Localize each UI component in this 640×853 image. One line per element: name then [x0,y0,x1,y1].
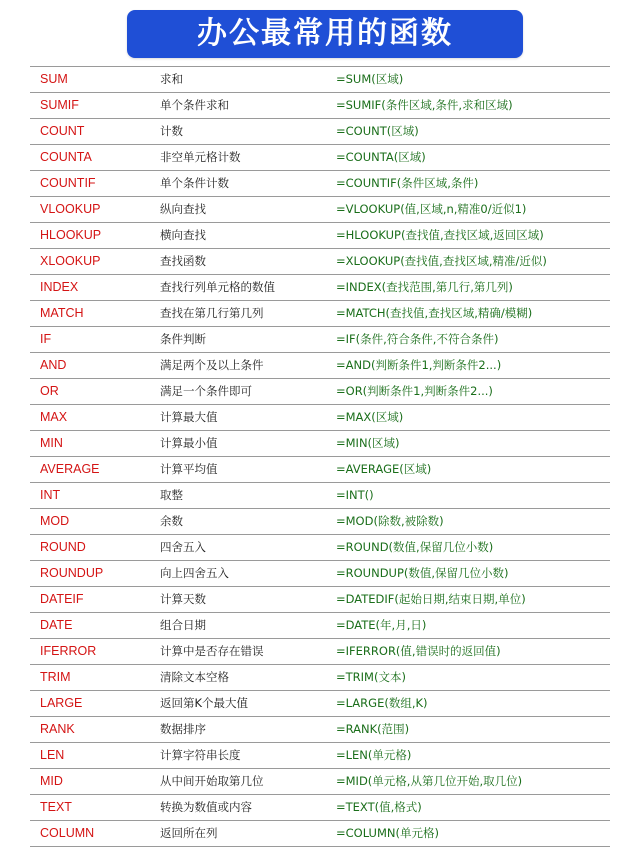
function-name: SUMIF [40,98,79,112]
function-name: IF [40,332,52,346]
function-syntax: =XLOOKUP(查找值,查找区域,精准/近似) [336,254,547,268]
function-syntax: =IF(条件,符合条件,不符合条件) [336,332,499,346]
function-description: 单个条件计数 [160,176,229,190]
function-description: 横向查找 [160,228,206,242]
function-name: OR [40,384,59,398]
function-name: INDEX [40,280,79,294]
table-row-max [30,405,610,431]
function-description: 求和 [160,72,183,86]
table-row-roundup [30,561,610,587]
function-name: DATE [40,618,73,632]
function-description: 组合日期 [160,618,206,632]
function-description: 条件判断 [160,332,206,346]
function-name: TRIM [40,670,71,684]
function-syntax: =ROUND(数值,保留几位小数) [336,540,494,554]
table-row-hlookup [30,223,610,249]
function-name: MATCH [40,306,84,320]
table-row-if [30,327,610,353]
table-row-min [30,431,610,457]
function-description: 计数 [160,124,183,138]
table-row-sum [30,67,610,93]
function-syntax: =MIN(区域) [336,436,400,450]
function-name: IFERROR [40,644,97,658]
function-description: 非空单元格计数 [160,150,241,164]
table-row-trim [30,665,610,691]
table-row-rank [30,717,610,743]
table-row-dateif [30,587,610,613]
table-row-counta [30,145,610,171]
function-description: 满足两个及以上条件 [160,358,264,372]
function-description: 查找在第几行第几列 [160,306,264,320]
function-description: 向上四舍五入 [160,566,229,580]
function-syntax: =LEN(单元格) [336,748,412,762]
function-syntax: =RANK(范围) [336,722,410,736]
function-description: 数据排序 [160,722,206,736]
function-name: MOD [40,514,70,528]
function-name: AND [40,358,67,372]
function-description: 返回第K个最大值 [160,696,249,710]
function-syntax: =COUNT(区域) [336,124,419,138]
table-row-index [30,275,610,301]
function-name: MID [40,774,63,788]
function-syntax: =INDEX(查找范围,第几行,第几列) [336,280,513,294]
table-row-vlookup [30,197,610,223]
function-description: 转换为数值或内容 [160,800,252,814]
function-table [30,66,610,847]
function-name: LARGE [40,696,83,710]
function-name: HLOOKUP [40,228,102,242]
function-name: XLOOKUP [40,254,101,268]
function-description: 计算平均值 [160,462,218,476]
function-description: 纵向查找 [160,202,206,216]
function-description: 余数 [160,514,183,528]
function-description: 查找行列单元格的数值 [160,280,275,294]
function-description: 取整 [160,488,183,502]
table-row-iferror [30,639,610,665]
function-syntax: =DATE(年,月,日) [336,618,427,632]
function-name: RANK [40,722,75,736]
function-syntax: =SUM(区域) [336,72,404,86]
function-description: 从中间开始取第几位 [160,774,264,788]
function-syntax: =MATCH(查找值,查找区域,精确/模糊) [336,306,533,320]
table-row-and [30,353,610,379]
function-syntax: =COUNTA(区域) [336,150,426,164]
function-name: MIN [40,436,63,450]
function-syntax: =COLUMN(单元格) [336,826,439,840]
function-description: 单个条件求和 [160,98,229,112]
table-row-mod [30,509,610,535]
function-name: SUM [40,72,68,86]
function-name: COUNTA [40,150,92,164]
table-row-or [30,379,610,405]
table-row-round [30,535,610,561]
function-syntax: =HLOOKUP(查找值,查找区域,返回区域) [336,228,544,242]
function-description: 计算中是否存在错误 [160,644,264,658]
function-syntax: =MAX(区域) [336,410,404,424]
table-row-average [30,457,610,483]
table-row-mid [30,769,610,795]
function-syntax: =VLOOKUP(值,区域,n,精准0/近似1) [336,202,527,216]
function-description: 查找函数 [160,254,206,268]
function-syntax: =COUNTIF(条件区域,条件) [336,176,479,190]
table-row-large [30,691,610,717]
function-name: VLOOKUP [40,202,101,216]
table-row-countif [30,171,610,197]
function-name: DATEIF [40,592,84,606]
table-row-count [30,119,610,145]
function-name: ROUNDUP [40,566,104,580]
function-description: 返回所在列 [160,826,218,840]
table-row-text [30,795,610,821]
function-description: 计算最小值 [160,436,218,450]
function-name: TEXT [40,800,72,814]
function-description: 计算字符串长度 [160,748,241,762]
function-name: COUNTIF [40,176,96,190]
function-syntax: =IFERROR(值,错误时的返回值) [336,644,501,658]
function-name: MAX [40,410,68,424]
table-row-date [30,613,610,639]
table-row-xlookup [30,249,610,275]
function-description: 计算天数 [160,592,206,606]
function-description: 清除文本空格 [160,670,229,684]
function-syntax: =DATEDIF(起始日期,结束日期,单位) [336,592,526,606]
function-name: LEN [40,748,65,762]
function-name: INT [40,488,61,502]
function-name: AVERAGE [40,462,100,476]
function-description: 满足一个条件即可 [160,384,252,398]
function-description: 四舍五入 [160,540,206,554]
title-banner [127,10,523,58]
function-syntax: =OR(判断条件1,判断条件2...) [336,384,493,398]
function-name: COLUMN [40,826,95,840]
page-title: 办公最常用的函数 [197,16,453,51]
function-syntax: =MID(单元格,从第几位开始,取几位) [336,774,523,788]
function-syntax: =MOD(除数,被除数) [336,514,444,528]
function-syntax: =AND(判断条件1,判断条件2...) [336,358,502,372]
table-row-column [30,821,610,847]
table-row-sumif [30,93,610,119]
table-row-match [30,301,610,327]
function-description: 计算最大值 [160,410,218,424]
function-syntax: =INT() [336,488,374,502]
function-syntax: =LARGE(数组,K) [336,696,428,710]
function-syntax: =AVERAGE(区域) [336,462,432,476]
function-name: COUNT [40,124,85,138]
function-syntax: =SUMIF(条件区域,条件,求和区域) [336,98,513,112]
table-row-len [30,743,610,769]
function-syntax: =ROUNDUP(数值,保留几位小数) [336,566,509,580]
table-row-int [30,483,610,509]
function-syntax: =TEXT(值,格式) [336,800,422,814]
function-syntax: =TRIM(文本) [336,670,406,684]
function-name: ROUND [40,540,86,554]
